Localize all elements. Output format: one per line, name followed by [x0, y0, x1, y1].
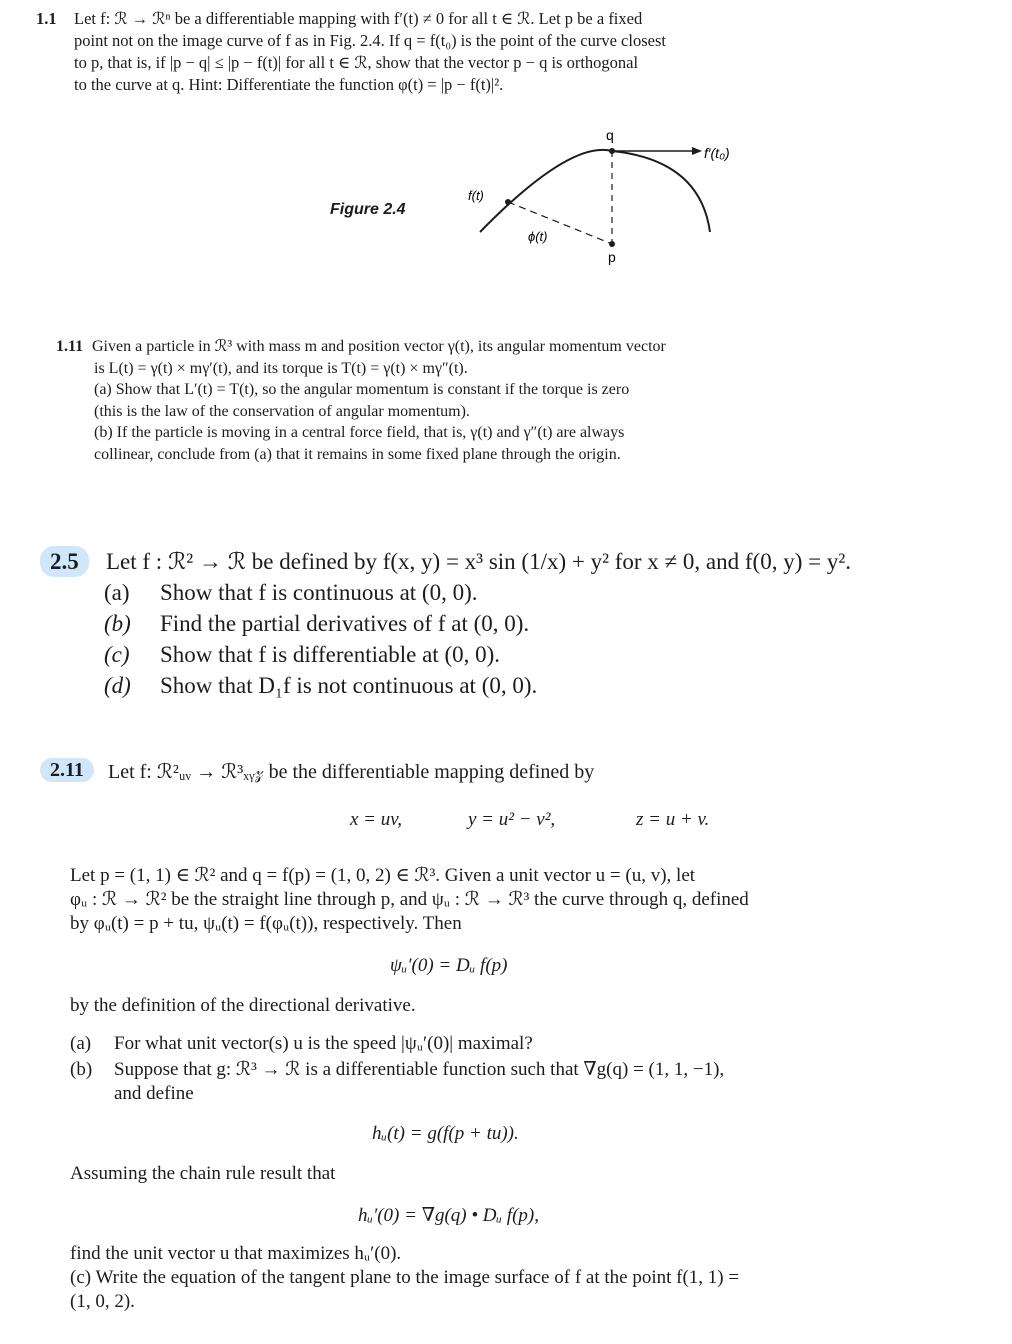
paragraph-line: Let p = (1, 1) ∈ ℛ² and q = f(p) = (1, 0, 2) ∈ ℛ³. Given a unit vector u = (u, v), let	[70, 865, 696, 886]
part-text: Show that f is differentiable at (0, 0).	[160, 642, 501, 667]
problem-text-line: point not on the image curve of f as in Fig. 2.4. If q = f(t₀) is the point of the curve closest	[74, 31, 666, 50]
problem-text-line: is L(t) = γ(t) × mγ′(t), and its torque is T(t) = γ(t) × mγ″(t).	[94, 359, 468, 377]
equation-psi: ψᵤ′(0) = Dᵤ f(p)	[390, 955, 508, 976]
label-ft: f(t)	[468, 188, 484, 203]
tangent-arrowhead	[692, 147, 702, 155]
part-label: (b)	[104, 611, 131, 636]
label-tangent: f′(t₀)	[704, 145, 730, 161]
equation-h: hᵤ(t) = g(f(p + tu)).	[372, 1123, 519, 1144]
problem-text-line: (b) If the particle is moving in a central force field, that is, γ(t) and γ″(t) are always	[94, 424, 625, 441]
part-text: Find the partial derivatives of f at (0, 0).	[160, 611, 530, 636]
part-text: For what unit vector(s) u is the speed |ψᵤ′(0)| maximal?	[114, 1033, 533, 1054]
problem-number: 1.11	[56, 338, 84, 355]
label-phi: ϕ(t)	[528, 229, 548, 244]
part-label: (b)	[70, 1059, 93, 1080]
paragraph-line: find the unit vector u that maximizes hᵤ′(0).	[70, 1243, 402, 1264]
problem-intro: Let f: ℛ²ᵤᵥ → ℛ³ₓᵧ𝓏 be the differentiable mapping defined by	[108, 761, 595, 783]
part-label: (a)	[104, 580, 130, 605]
equation-y: y = u² − v²,	[468, 809, 556, 830]
part-text: Show that D₁f is not continuous at (0, 0).	[160, 673, 538, 698]
equation-hprime: hᵤ′(0) = ∇g(q) • Dᵤ f(p),	[358, 1205, 539, 1226]
part-text: and define	[114, 1083, 194, 1104]
problem-text-line: collinear, conclude from (a) that it remains in some fixed plane through the origin.	[94, 445, 621, 463]
problem-text-line: (this is the law of the conservation of angular momentum).	[94, 402, 470, 420]
paragraph-line: φᵤ : ℛ → ℛ² be the straight line through p, and ψᵤ : ℛ → ℛ³ the curve through q, defined	[70, 889, 749, 910]
problem-text-line: Given a particle in ℛ³ with mass m and position vector γ(t), its angular momentum vector	[92, 338, 666, 355]
paragraph-line: by φᵤ(t) = p + tu, ψᵤ(t) = f(φᵤ(t)), respectively. Then	[70, 913, 462, 934]
figure-caption: Figure 2.4	[330, 201, 406, 218]
ft-to-p-dashed	[508, 202, 612, 244]
paragraph-line: by the definition of the directional derivative.	[70, 995, 416, 1016]
image-curve	[480, 150, 710, 232]
part-label: (c)	[104, 642, 130, 667]
part-text: Show that f is continuous at (0, 0).	[160, 580, 478, 605]
problem-number-highlight: 2.11	[40, 758, 94, 782]
equation-x: x = uv,	[350, 809, 403, 830]
part-text: (c) Write the equation of the tangent plane to the image surface of f at the point f(1, 1) =	[70, 1267, 740, 1288]
problem-text-line: Let f: ℛ → ℛⁿ be a differentiable mapping with f′(t) ≠ 0 for all t ∈ ℛ. Let p be a fixed	[74, 9, 643, 28]
part-label: (d)	[104, 673, 131, 698]
problem-text-line: to the curve at q. Hint: Differentiate the function φ(t) = |p − f(t)|².	[74, 75, 504, 94]
problem-number: 1.1	[36, 9, 57, 28]
figure-diagram	[320, 120, 780, 280]
point-q	[609, 148, 615, 154]
part-text: (1, 0, 2).	[70, 1291, 135, 1312]
paragraph-line: Assuming the chain rule result that	[70, 1163, 336, 1184]
figure-2-4	[320, 120, 780, 285]
part-text: Suppose that g: ℛ³ → ℛ is a differentiable function such that ∇g(q) = (1, 1, −1),	[114, 1059, 725, 1080]
problem-intro: Let f : ℛ² → ℛ be defined by f(x, y) = x³ sin (1/x) + y² for x ≠ 0, and f(0, y) = y².	[106, 549, 851, 574]
label-p: p	[608, 249, 616, 265]
equation-z: z = u + v.	[636, 809, 710, 830]
problem-text-line: to p, that is, if |p − q| ≤ |p − f(t)| for all t ∈ ℛ, show that the vector p − q is orthogonal	[74, 53, 639, 72]
part-label: (a)	[70, 1033, 92, 1054]
label-q: q	[606, 127, 614, 143]
point-ft	[505, 199, 511, 205]
problem-number-highlight: 2.5	[40, 546, 89, 577]
point-p	[609, 241, 615, 247]
problem-text-line: (a) Show that L′(t) = T(t), so the angular momentum is constant if the torque is zero	[94, 381, 630, 398]
